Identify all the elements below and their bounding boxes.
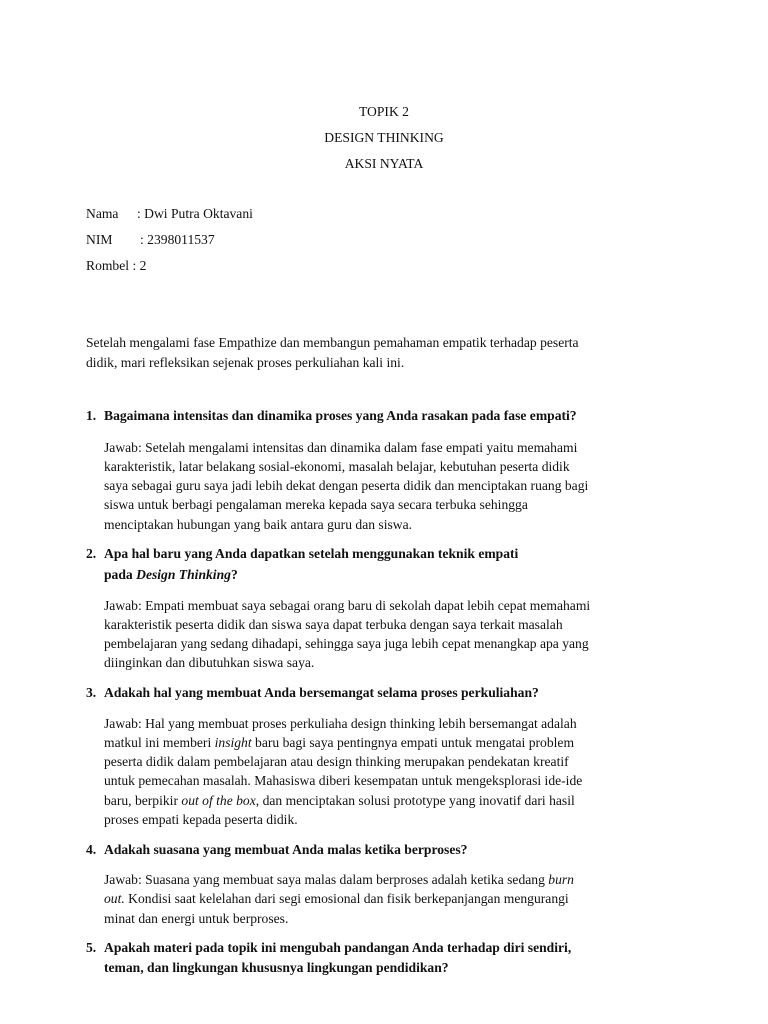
answer-4-line-2-italic: out.: [104, 891, 125, 906]
answer-1-line: menciptakan hubungan yang baik antara guru dan siswa.: [104, 517, 413, 532]
answer-2-line: pembelajaran yang sedang dihadapi, sehingga saya juga lebih cepat menangkap apa yang: [104, 636, 589, 651]
nama-value: : Dwi Putra Oktavani: [137, 206, 253, 221]
answer-4-line: [104, 872, 574, 888]
answer-2-line: Jawab: Empati membuat saya sebagai orang baru di sekolah dapat lebih cepat memahami: [104, 598, 591, 613]
answer-1-line: saya sebagai guru saya jadi lebih dekat dengan peserta didik dan menciptakan ruang bagi: [104, 478, 589, 493]
question-2-text-line-2: [104, 567, 238, 583]
header-title: DESIGN THINKING: [324, 130, 444, 145]
question-3-text: Adakah hal yang membuat Anda bersemangat selama proses perkuliahan?: [104, 685, 539, 700]
header-topic: TOPIK 2: [359, 104, 409, 119]
question-5-text-line-2: teman, dan lingkungan khususnya lingkungan pendidikan?: [104, 960, 449, 975]
answer-3-line-5-italic: out of the box: [181, 793, 256, 808]
answer-3-line: [104, 735, 574, 751]
question-4-number: 4.: [86, 842, 97, 857]
answer-4-line-1-pre: Jawab: Suasana yang membuat saya malas dalam berproses adalah ketika sedang: [104, 872, 549, 887]
answer-2-line: karakteristik peserta didik dan siswa saya dapat terbuka dengan saya terkait masalah: [104, 617, 563, 632]
question-2-pre: pada: [104, 567, 137, 582]
answer-1-line: Jawab: Setelah mengalami intensitas dan dinamika dalam fase empati yaitu memahami: [104, 440, 578, 455]
answer-3-line: untuk pemecahan masalah. Mahasiswa diberi kesempatan untuk mengeksplorasi ide-ide: [104, 773, 583, 788]
answer-3-line-5-post: , dan menciptakan solusi prototype yang inovatif dari hasil: [255, 793, 575, 808]
nama-label: Nama: [86, 206, 119, 221]
answer-1-line: karakteristik, latar belakang sosial-ekonomi, masalah belajar, kebutuhan peserta didik: [104, 459, 570, 474]
answer-3-line: Jawab: Hal yang membuat proses perkuliaha design thinking lebih bersemangat adalah: [104, 716, 577, 731]
answer-4-line: [104, 891, 569, 907]
answer-4-line-2-post: Kondisi saat kelelahan dari segi emosional dan fisik berkepanjangan mengurangi: [124, 891, 569, 906]
answer-3-line-2-pre: matkul ini memberi: [104, 735, 215, 750]
question-2-italic: Design Thinking: [136, 567, 231, 582]
question-2-number: 2.: [86, 546, 97, 561]
answer-1-line: siswa untuk berbagi pengalaman mereka kepada saya secara terbuka sehingga: [104, 497, 528, 512]
question-4-text: Adakah suasana yang membuat Anda malas ketika berproses?: [104, 842, 468, 857]
answer-2-line: diinginkan dan dibutuhkan siswa saya.: [104, 655, 315, 670]
question-2-text-line-1: Apa hal baru yang Anda dapatkan setelah menggunakan teknik empati: [104, 546, 519, 561]
answer-3-line: peserta didik dalam pembelajaran atau design thinking merupakan pendekatan kreatif: [104, 754, 569, 769]
intro-line-2: didik, mari refleksikan sejenak proses perkuliahan kali ini.: [86, 355, 405, 370]
answer-3-line-2-post: baru bagi saya pentingnya empati untuk mengatai problem: [251, 735, 575, 750]
rombel: Rombel : 2: [86, 258, 147, 273]
answer-3-line: proses empati kepada peserta didik.: [104, 812, 298, 827]
question-3-number: 3.: [86, 685, 97, 700]
intro-line-1: Setelah mengalami fase Empathize dan membangun pemahaman empatik terhadap peserta: [86, 335, 579, 350]
question-1-number: 1.: [86, 408, 97, 423]
question-2-post: ?: [230, 567, 238, 582]
nim-label: NIM: [86, 232, 113, 247]
question-1-text: Bagaimana intensitas dan dinamika proses yang Anda rasakan pada fase empati?: [104, 408, 577, 423]
answer-3-line-2-italic: insight: [214, 735, 252, 750]
answer-3-line: [104, 793, 575, 809]
question-5-text-line-1: Apakah materi pada topik ini mengubah pandangan Anda terhadap diri sendiri,: [104, 940, 572, 955]
question-5-number: 5.: [86, 940, 97, 955]
answer-3-line-5-pre: baru, berpikir: [104, 793, 182, 808]
header-subtitle: AKSI NYATA: [344, 156, 424, 171]
answer-4-line: minat dan energi untuk berproses.: [104, 911, 289, 926]
answer-4-line-1-italic: burn: [548, 872, 574, 887]
nim-value: : 2398011537: [140, 232, 215, 247]
